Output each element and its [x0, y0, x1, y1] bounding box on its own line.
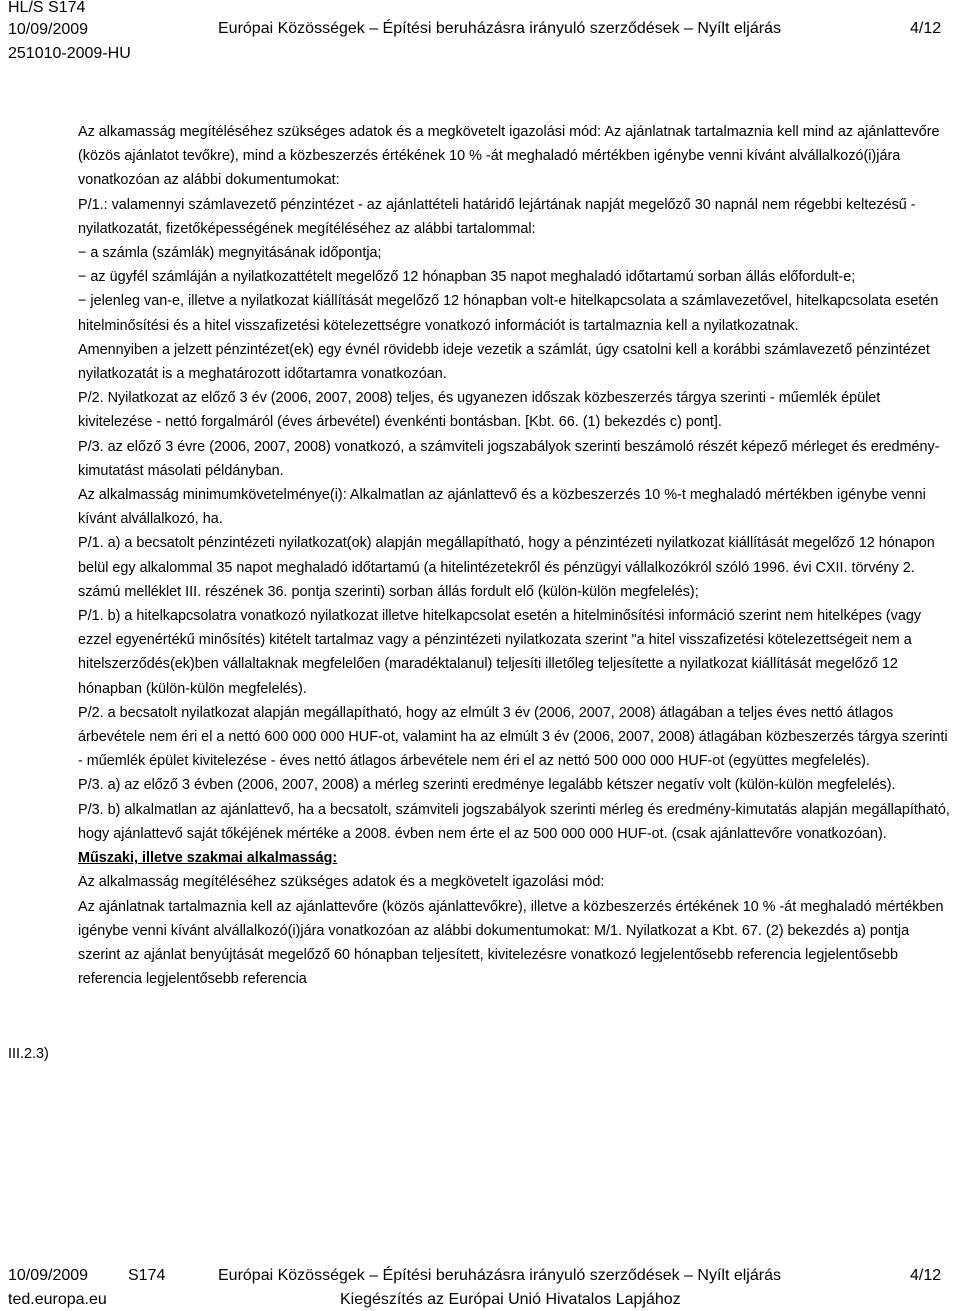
footer-site-link[interactable]: ted.europa.eu: [8, 1291, 107, 1308]
header-title: Európai Közösségek – Építési beruházásra irányuló szerződések – Nyílt eljárás: [218, 20, 781, 37]
paragraph: Az alkamasság megítéléséhez szükséges adatok és a megkövetelt igazolási mód: Az ajánlatnak tartalmaznia kell mind az ajánlattevőre (közös ajánlatot tevőkre), mind a közbeszerzés értékének 10 % -át meghaladó mértékben igénybe venni kívánt alvállalkozó(i)jára vonatkozóan az alábbi dokumentumokat:: [78, 124, 940, 189]
paragraph: P/2. Nyilatkozat az előző 3 év (2006, 2007, 2008) teljes, és ugyanezen időszak közbeszerzés tárgya szerinti - műemlék épület kivitelezése - nettó forgalmáról (éves árbevétel) évenkénti bontásban. [Kbt. 66. (1) bekezdés c) pont].: [78, 390, 881, 431]
section-number: III.2.3): [8, 1046, 49, 1062]
header-series: HL/S S174: [8, 0, 86, 16]
footer-series: S174: [128, 1267, 166, 1284]
header-doc-id: 251010-2009-HU: [8, 45, 131, 62]
footer-publisher: Kiegészítés az Európai Unió Hivatalos Lapjához: [340, 1291, 681, 1308]
header-date: 10/09/2009: [8, 21, 89, 38]
paragraph: − jelenleg van-e, illetve a nyilatkozat kiállítását megelőző 12 hónapban volt-e hitelkapcsolata a számlavezetővel, hitelkapcsolata esetén hitelminősítési és a hitel visszafizetési kötelezettségre vonatkozó információt is tartalmaznia kell a nyilatkozatnak.: [78, 293, 939, 334]
paragraph: P/1. a) a becsatolt pénzintézeti nyilatkozat(ok) alapján megállapítható, hogy a pénzintézeti nyilatkozat kiállítását megelőző 12 hónapon belül egy alkalommal 35 napot meghaladó időtartamú (a hitelintézetekről és pénzügyi vállalkozókról szóló 1996. évi CXII. törvény 2. számú melléklet III. részének 36. pontja szerinti) sorban állás fordult elő (külön-külön megfelelés);: [78, 535, 935, 600]
header-page: 4/12: [910, 20, 942, 37]
paragraph: P/1. b) a hitelkapcsolatra vonatkozó nyilatkozat illetve hitelkapcsolat esetén a hitelminősítési információ szerint nem hitelképes (vagy ezzel egyenértékű minősítés) kitételt tartalmaz vagy a pénzintézeti nyilatkozata szerint "a hitel visszafizetési kötelezettségeit nem a hitelszerződés(ek)ben vállaltaknak megfelelően (maradéktalanul) teljesíti illetőleg teljesítette a nyilatkozat kiállítását megelőző 12 hónapban (külön-külön megfelelés).: [78, 608, 922, 697]
paragraph: P/2. a becsatolt nyilatkozat alapján megállapítható, hogy az elmúlt 3 év (2006, 2007, 2008) átlagában a teljes éves nettó átlagos árbevétele nem éri el a nettó 600 000 000 HUF-ot, valamint ha az elmúlt 3 év (2006, 2007, 2008) átlagában közbeszerzés tárgya szerinti - műemlék épület kivitelezése - éves nettó átlagos árbevétele nem éri el az nettó 500 000 000 HUF-ot (együttes megfelelés).: [78, 704, 948, 770]
paragraph: Amennyiben a jelzett pénzintézet(ek) egy évnél rövidebb ideje vezetik a számlát, úgy csatolni kell a korábbi számlavezető pénzintézet nyilatkozatát is a meghatározott időtartamra vonatkozóan.: [78, 341, 930, 383]
footer-date: 10/09/2009: [8, 1267, 89, 1284]
paragraph: P/3. a) az előző 3 évben (2006, 2007, 2008) a mérleg szerinti eredménye legalább kétszer negatív volt (külön-külön megfelelés).: [78, 777, 896, 794]
paragraph: P/3. b) alkalmatlan az ajánlattevő, ha a becsatolt, számviteli jogszabályok szerinti mérleg és eredmény-kimutatás alapján megállapítható, hogy ajánlattevő saját tőkéjének mértéke a 2008. évben nem érte el az 500 000 000 HUF-ot. (csak ajánlattevőre vonatkozóan).: [78, 801, 950, 842]
paragraph: Az ajánlatnak tartalmaznia kell az ajánlattevőre (közös ajánlattevőkre), illetve a közbeszerzés értékének 10 % -át meghaladó mértékben igénybe venni kívánt alvállalkozó(i)jára vonatkozóan az alábbi dokumentumokat: M/1. Nyilatkozat a Kbt. 67. (2) bekezdés a) pontja szerint az ajánlat benyújtását megelőző 60 hónapban teljesített, kivitelezésre vonatkozó legjelentősebb referencia legjelentősebb referencia legjelentősebb referencia: [78, 898, 944, 988]
paragraph: − a számla (számlák) megnyitásának időpontja;: [78, 245, 382, 262]
paragraph: P/3. az előző 3 évre (2006, 2007, 2008) vonatkozó, a számviteli jogszabályok szerinti beszámoló részét képező mérleget és eredmény-kimutatást másolati példányban.: [78, 438, 940, 479]
paragraph: Az alkalmasság megítéléséhez szükséges adatok és a megkövetelt igazolási mód:: [78, 874, 605, 891]
paragraph: − az ügyfél számláján a nyilatkozattételt megelőző 12 hónapban 35 napot meghaladó időtartamú sorban állás előfordult-e;: [78, 269, 856, 286]
footer-title: Európai Közösségek – Építési beruházásra irányuló szerződések – Nyílt eljárás: [218, 1267, 781, 1284]
footer-page: 4/12: [910, 1267, 942, 1284]
section-heading: Műszaki, illetve szakmai alkalmasság:: [78, 850, 338, 867]
paragraph: P/1.: valamennyi számlavezető pénzintézet - az ajánlattételi határidő lejártának napját megelőző 30 napnál nem régebbi keltezésű - nyilatkozatát, fizetőképességének megítéléséhez az alábbi tartalommal:: [78, 196, 916, 237]
document-body: [78, 120, 954, 991]
paragraph: Az alkalmasság minimumkövetelménye(i): Alkalmatlan az ajánlattevő és a közbeszerzés 10 %-t meghaladó mértékben igénybe venni kívánt alvállalkozó, ha.: [78, 487, 926, 528]
